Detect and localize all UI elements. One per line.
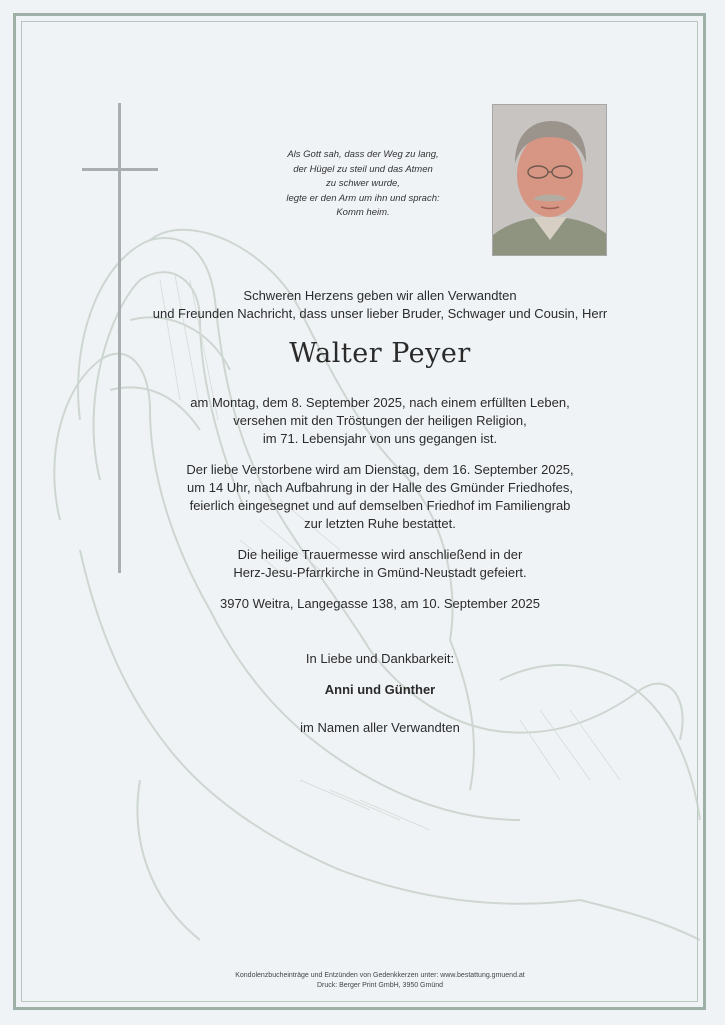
burial-line: Der liebe Verstorbene wird am Dienstag, dem 16. September 2025, bbox=[186, 462, 574, 477]
poem-line: zu schwer wurde, bbox=[326, 178, 400, 189]
burial-line: zur letzten Ruhe bestattet. bbox=[304, 516, 456, 531]
burial-line: um 14 Uhr, nach Aufbahrung in der Halle des Gmünder Friedhofes, bbox=[187, 480, 573, 495]
on-behalf-line: im Namen aller Verwandten bbox=[300, 720, 460, 735]
poem-line: der Hügel zu steil und das Atmen bbox=[293, 163, 433, 175]
praying-hands-illustration bbox=[40, 220, 710, 960]
closing-text bbox=[100, 650, 660, 668]
mass-line: Herz-Jesu-Pfarrkirche in Gmünd-Neustadt gefeiert. bbox=[233, 565, 527, 580]
deceased-portrait-photo bbox=[492, 104, 607, 256]
poem-line: legte er den Arm um ihn und sprach: bbox=[286, 192, 440, 204]
deceased-name: Walter Peyer bbox=[289, 338, 471, 369]
intro-text bbox=[100, 287, 660, 323]
death-notice-line: im 71. Lebensjahr von uns gegangen ist. bbox=[262, 431, 498, 446]
footer bbox=[130, 971, 630, 991]
poem-line: Als Gott sah, dass der Weg zu lang, bbox=[287, 149, 439, 160]
footer-print-line: Druck: Berger Print GmbH, 3950 Gmünd bbox=[316, 982, 444, 989]
footer-condolence-line: Kondolenzbucheinträge und Entzünden von Gedenkkerzen unter: www.bestattung.gmuend.at bbox=[235, 972, 525, 979]
poem-line: Komm heim. bbox=[336, 207, 390, 218]
intro-line: Schweren Herzens geben wir allen Verwandten bbox=[243, 288, 517, 303]
cross-horizontal-bar bbox=[82, 168, 158, 171]
burial-details bbox=[100, 461, 660, 533]
burial-line: feierlich eingesegnet und auf demselben Friedhof im Familiengrab bbox=[189, 498, 571, 513]
death-notice bbox=[100, 394, 660, 448]
portrait-image bbox=[493, 105, 607, 256]
death-notice-line: versehen mit den Tröstungen der heiligen Religion, bbox=[233, 413, 527, 428]
place-date-line: 3970 Weitra, Langegasse 138, am 10. September 2025 bbox=[220, 596, 540, 611]
mass-details bbox=[100, 546, 660, 582]
intro-line: und Freunden Nachricht, dass unser lieber Bruder, Schwager und Cousin, Herr bbox=[152, 306, 608, 321]
mass-line: Die heilige Trauermesse wird anschließend in der bbox=[237, 547, 523, 562]
death-notice-line: am Montag, dem 8. September 2025, nach einem erfüllten Leben, bbox=[190, 395, 570, 410]
signers: Anni und Günther bbox=[324, 682, 436, 697]
on-behalf-text bbox=[100, 719, 660, 737]
place-date bbox=[100, 595, 660, 613]
poem bbox=[258, 148, 468, 221]
closing-line: In Liebe und Dankbarkeit: bbox=[305, 651, 455, 666]
